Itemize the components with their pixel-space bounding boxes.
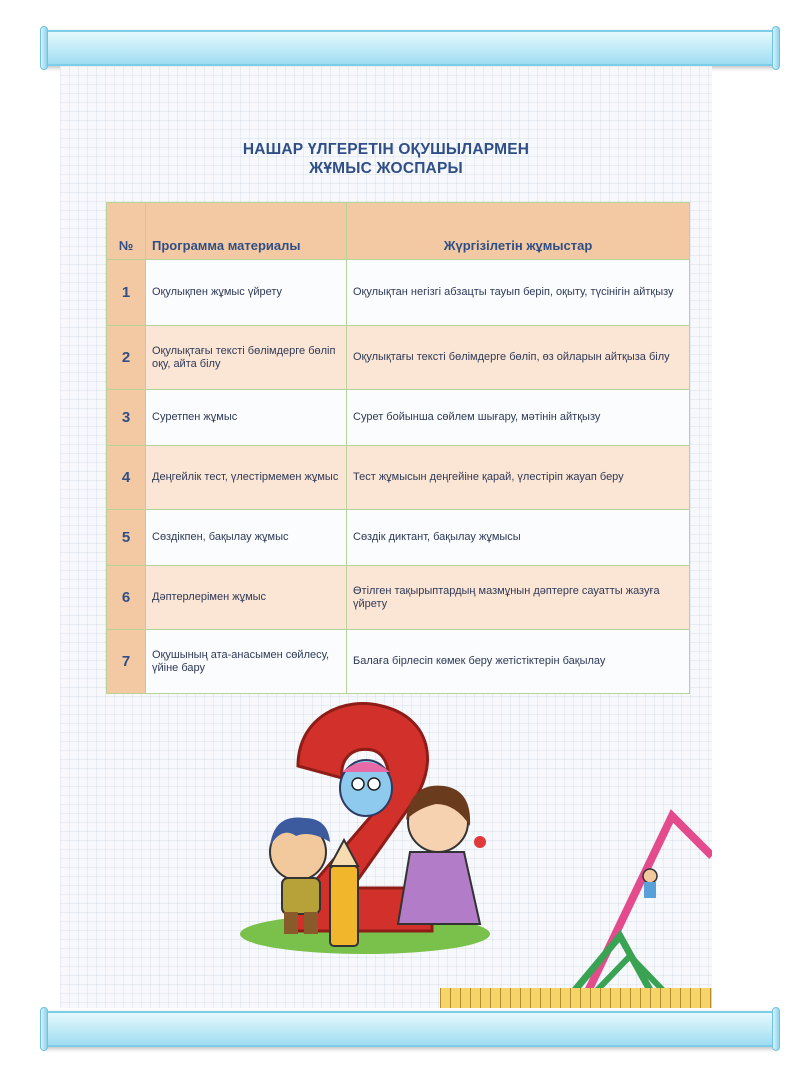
row-number: 7 <box>107 630 146 694</box>
table-row <box>107 566 690 630</box>
boy-shirt <box>282 878 320 914</box>
flower-icon <box>474 836 486 848</box>
girl-hair <box>406 786 470 826</box>
row-material: Оқулықтағы тексті бөлімдерге бөліп оқу, айта білу <box>152 344 336 370</box>
row-number: 6 <box>107 566 146 630</box>
girl-dress <box>398 852 480 924</box>
row-work: Сөздік диктант, бақылау жұмысы <box>353 531 521 543</box>
blue-creature <box>340 760 392 816</box>
table-row <box>107 260 690 326</box>
row-material: Деңгейлік тест, үлестірмемен жұмыс <box>152 471 339 483</box>
header-number: № <box>107 203 146 260</box>
top-scroll-banner <box>44 30 776 66</box>
letter-a-ladder <box>580 816 712 1008</box>
ruler-decoration <box>440 988 712 1008</box>
row-work: Өтілген тақырыптардың мазмұнын дәптерге сауатты жазуға үйрету <box>353 584 660 610</box>
row-work: Сурет бойынша сөйлем шығару, мәтінін айтқызу <box>353 411 601 423</box>
header-material: Программа материалы <box>146 203 347 260</box>
bottom-scroll-banner <box>44 1011 776 1047</box>
row-material: Дәптерлерімен жұмыс <box>152 591 267 603</box>
grass-patch <box>240 914 490 954</box>
red-number-two <box>292 704 432 932</box>
girl-head <box>408 792 468 852</box>
climber-figure <box>643 869 657 883</box>
row-number: 3 <box>107 390 146 446</box>
document-page <box>60 66 712 1008</box>
row-work: Балаға бірлесіп көмек беру жетістіктерін бақылау <box>353 655 606 667</box>
row-work: Оқулықтағы тексті бөлімдерге бөліп, өз ойларын айтқыза білу <box>353 351 670 363</box>
row-number: 2 <box>107 326 146 390</box>
table-row <box>107 630 690 694</box>
work-plan-table <box>106 202 690 694</box>
row-material: Суретпен жұмыс <box>152 411 238 423</box>
page-title <box>60 140 712 178</box>
row-work: Оқулықтан негізгі абзацты тауып беріп, оқыту, түсінігін айтқызу <box>353 286 674 298</box>
boy-head <box>270 824 326 880</box>
header-work: Жүргізілетін жұмыстар <box>347 203 690 260</box>
row-material: Оқушының ата-анасымен сөйлесу, үйіне бару <box>152 648 330 674</box>
table-row <box>107 390 690 446</box>
table-row <box>107 326 690 390</box>
row-number: 1 <box>107 260 146 326</box>
pencil-character <box>330 866 358 946</box>
row-material: Сөздікпен, бақылау жұмыс <box>152 531 289 543</box>
title-line-1: НАШАР ҮЛГЕРЕТІН ОҚУШЫЛАРМЕН <box>242 141 530 158</box>
boy-hair <box>270 818 330 846</box>
table-header-row <box>107 203 690 260</box>
row-number: 5 <box>107 510 146 566</box>
table-row <box>107 510 690 566</box>
creature-hat <box>342 762 390 772</box>
title-line-2: ЖҰМЫС ЖОСПАРЫ <box>309 160 463 177</box>
row-material: Оқулықпен жұмыс үйрету <box>152 286 283 298</box>
table-row <box>107 446 690 510</box>
row-number: 4 <box>107 446 146 510</box>
row-work: Тест жұмысын деңгейіне қарай, үлестіріп жауап беру <box>353 471 624 483</box>
